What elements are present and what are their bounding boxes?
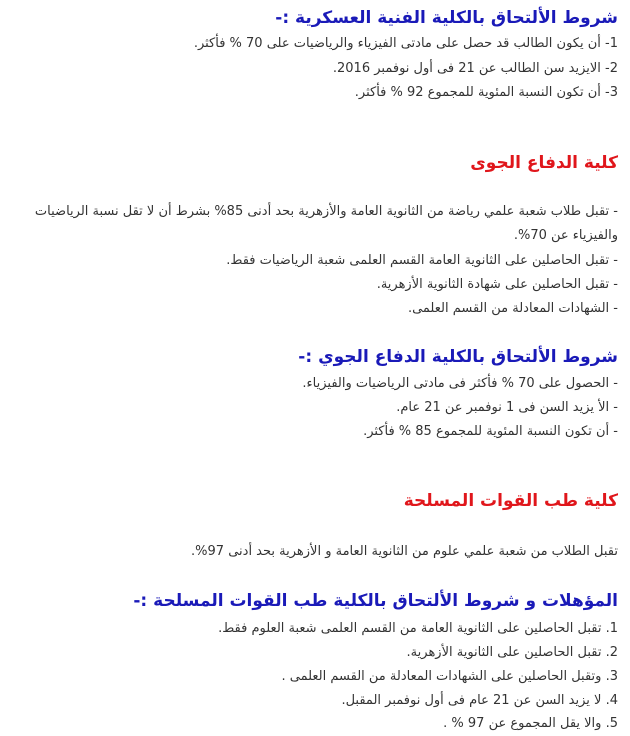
requirement-line: تقبل الطلاب من شعبة علمي علوم من الثانوية العامة و الأزهرية بحد أدنى 97%.	[191, 544, 618, 559]
requirement-line: 5. والا يقل المجموع عن 97 % .	[443, 716, 618, 731]
section-heading: كلية الدفاع الجوى	[470, 153, 618, 173]
requirement-line: 2. تقبل الحاصلين على الثانوية الأزهرية.	[406, 645, 618, 660]
section-heading: شروط الألتحاق بالكلية الدفاع الجوي :-	[298, 347, 618, 367]
section-heading: شروط الألتحاق بالكلية الفنية العسكرية :-	[275, 8, 618, 28]
requirement-line: - الأ يزيد السن فى 1 نوفمبر عن 21 عام.	[396, 400, 618, 415]
requirement-line: - تقبل الحاصلين على شهادة الثانوية الأزهرية.	[376, 277, 618, 292]
section-heading: المؤهلات و شروط الألتحاق بالكلية طب القوات المسلحة :-	[133, 591, 618, 611]
requirement-line: 1. تقبل الحاصلين على الثانوية العامة من القسم العلمى شعبة العلوم فقط.	[218, 621, 618, 636]
requirement-line: 1- أن يكون الطالب قد حصل على مادتى الفيزياء والرياضيات على 70 % فأكثر.	[193, 36, 618, 51]
requirement-line: - أن تكون النسبة المئوية للمجموع 85 % فأكثر.	[363, 424, 618, 439]
requirement-line: - تقبل الحاصلين على الثانوية العامة القسم العلمى شعبة الرياضيات فقط.	[226, 253, 618, 268]
requirement-paragraph: - تقبل طلاب شعبة علمي رياضة من الثانوية العامة والأزهرية بحد أدنى 85% بشرط أن لا تقل نسبة الرياضيات والفيزياء عن 70%.	[34, 204, 618, 243]
requirement-line: 3- أن تكون النسبة المئوية للمجموع 92 % فأكثر.	[354, 85, 618, 100]
requirement-line: - الحصول على 70 % فأكثر فى مادتى الرياضيات والفيزياء.	[302, 376, 618, 391]
requirement-line: 4. لا يزيد السن عن 21 عام فى أول نوفمبر المقبل.	[341, 693, 618, 708]
requirement-line: 3. وتقبل الحاصلين على الشهادات المعادلة من القسم العلمى .	[281, 669, 618, 684]
requirement-line: - الشهادات المعادلة من القسم العلمى.	[407, 301, 618, 316]
requirement-line: 2- الايزيد سن الطالب عن 21 فى أول نوفمبر 2016.	[332, 61, 618, 76]
section-heading: كلية طب القوات المسلحة	[403, 491, 618, 511]
